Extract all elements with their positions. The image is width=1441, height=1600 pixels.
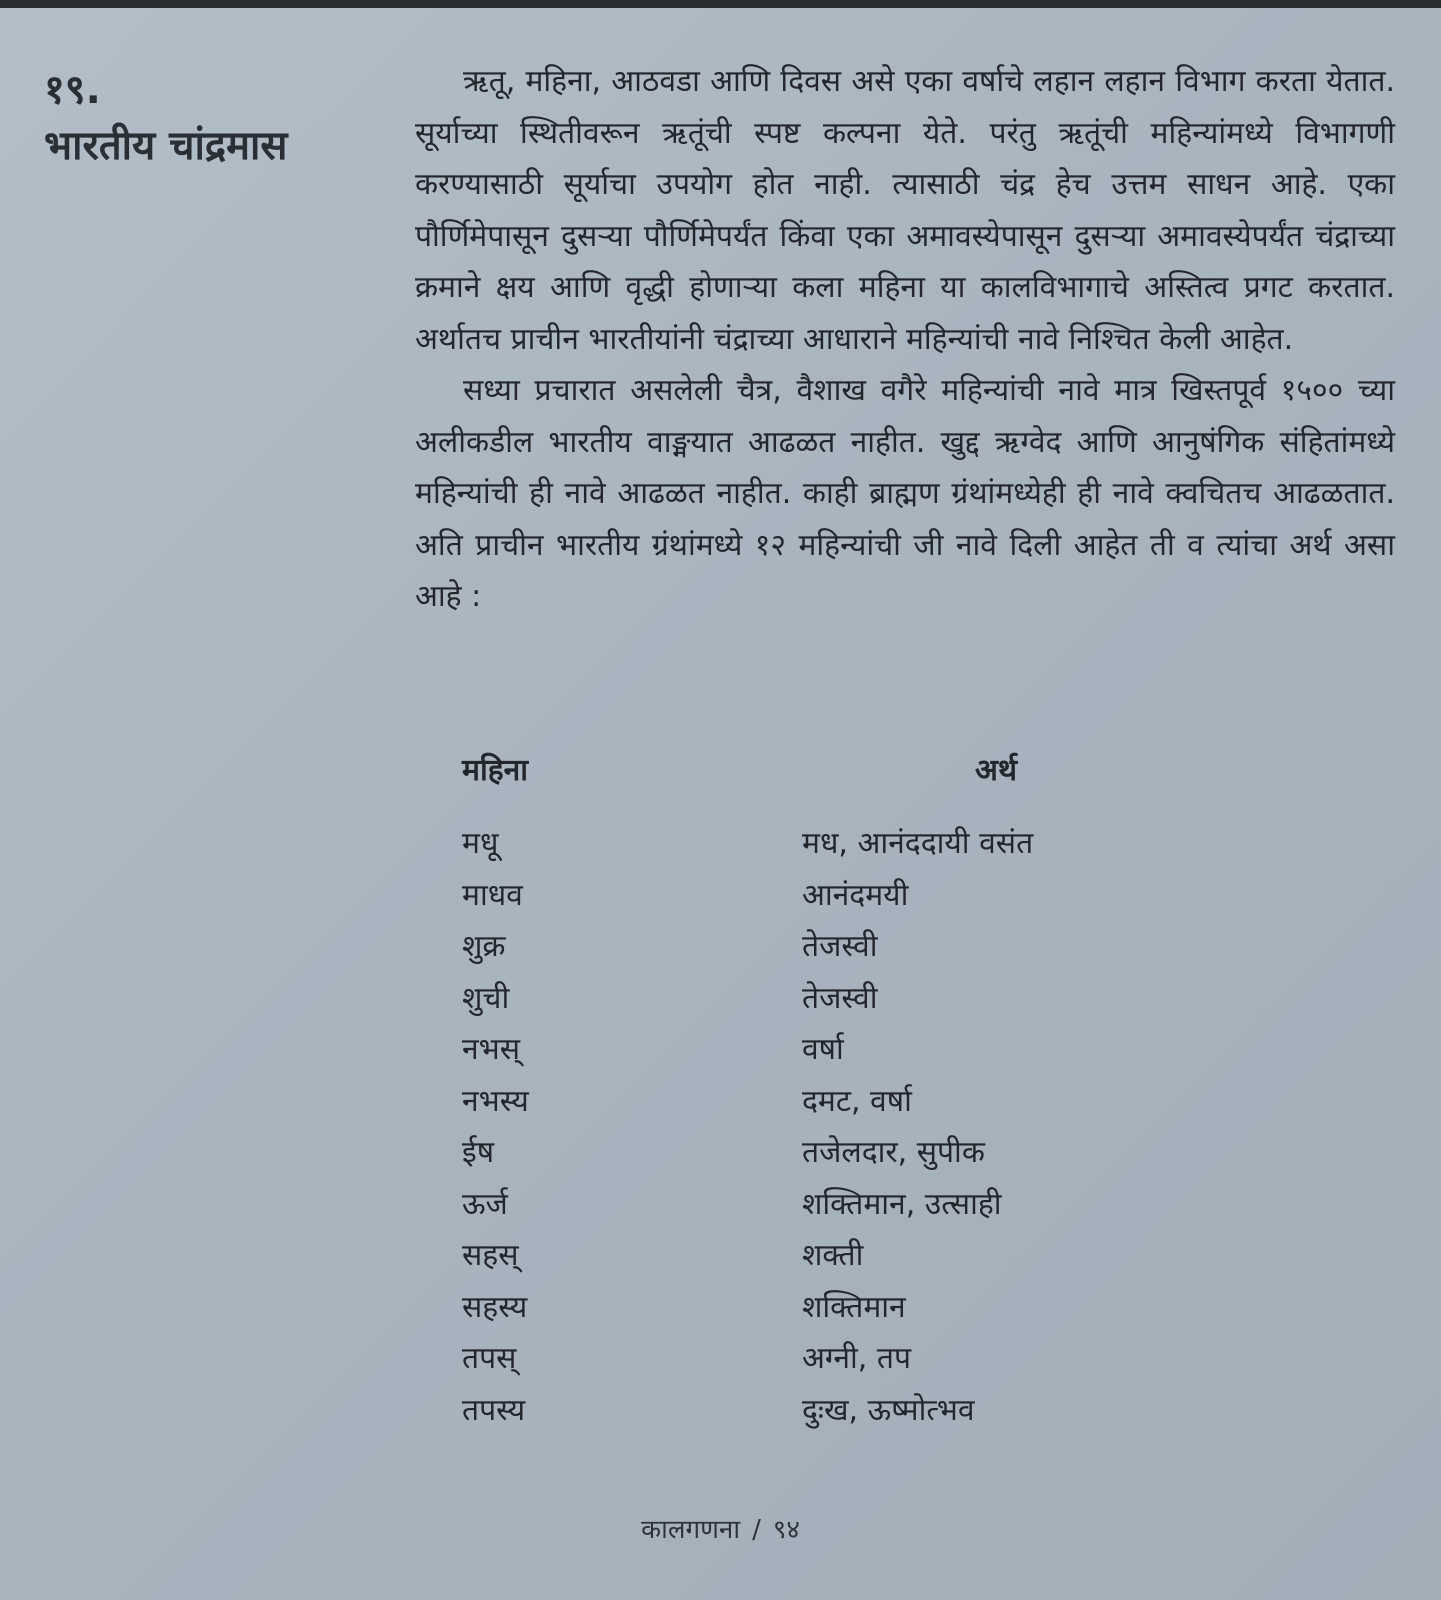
table-row [462,921,1262,973]
month-name: सहस् [462,1238,519,1273]
month-name: माधव [462,877,523,913]
table-body [462,818,1262,1436]
table-row [462,1179,1262,1231]
month-meaning: तजेलदार, सुपीक [802,1135,985,1170]
body-text [415,56,1395,623]
month-name: ईष [462,1135,495,1170]
month-name: नभस् [462,1032,521,1067]
section-number: १९. [44,67,101,113]
table-row [462,818,1262,870]
page-footer [0,1510,1441,1546]
month-meaning: आनंदमयी [802,877,909,913]
table-row [462,1076,1262,1128]
table-header [462,748,1262,818]
table-row [462,1230,1262,1282]
month-meaning: तेजस्वी [802,980,878,1016]
month-meaning: तेजस्वी [802,929,878,964]
footer-page-number: ९४ [772,1515,800,1545]
month-meaning: वर्षा [802,1032,844,1067]
header-month: महिना [462,753,529,788]
month-name: शुक्र [462,929,506,964]
table-row [462,1282,1262,1334]
month-meaning: शक्ती [802,1238,864,1273]
paragraph-1: ऋतू, महिना, आठवडा आणि दिवस असे एका वर्षाचे लहान लहान विभाग करता येतात. सूर्याच्या स्थितीवरून ऋतूंची स्पष्ट कल्पना येते. परंतु ऋतूंची महिन्यांमध्ये विभागणी करण्यासाठी सूर्याचा उपयोग होत नाही. त्यासाठी चंद्र हेच उत्तम साधन आहे. एका पौर्णिमेपासून दुसऱ्या पौर्णिमेपर्यंत किंवा एका अमावस्येपासून दुसऱ्या अमावस्येपर्यंत चंद्राच्या क्रमाने क्षय आणि वृद्धी होणाऱ्या कला महिना या कालविभागाचे अस्तित्व प्रगट करतात. अर्थातच प्राचीन भारतीयांनी चंद्राच्या आधाराने महिन्यांची नावे निश्चित केली आहेत. [415,64,1395,357]
header-meaning: अर्थ [975,753,1018,788]
month-name: तपस्य [462,1392,526,1428]
table-row [462,1127,1262,1179]
month-name: सहस्य [462,1289,528,1325]
month-name: तपस् [462,1341,517,1376]
month-meaning: मध, आनंददायी वसंत [802,826,1034,861]
section-heading [44,62,364,174]
month-name: शुची [462,980,510,1016]
month-name: नभस्य [462,1083,529,1119]
month-meaning: अग्नी, तप [802,1341,911,1376]
month-name: ऊर्ज [462,1186,508,1222]
table-row [462,1333,1262,1385]
table-row [462,1385,1262,1437]
paragraph-2: सध्या प्रचारात असलेली चैत्र, वैशाख वगैरे महिन्यांची नावे मात्र खिस्तपूर्व १५०० च्या अलीकडील भारतीय वाङ्मयात आढळत नाहीत. खुद्द ऋग्वेद आणि आनुषंगिक संहितांमध्ये महिन्यांची ही नावे आढळत नाहीत. काही ब्राह्मण ग्रंथांमध्येही ही नावे क्वचितच आढळतात. अति प्राचीन भारतीय ग्रंथांमध्ये १२ महिन्यांची जी नावे दिली आहेत ती व त्यांचा अर्थ असा आहे : [415,373,1395,614]
footer-separator: / [752,1515,761,1545]
footer-book-title: कालगणना [641,1515,741,1545]
month-meaning: दमट, वर्षा [802,1083,912,1119]
month-meaning: शक्तिमान [802,1289,906,1325]
month-meaning: दुःख, ऊष्मोत्भव [802,1392,975,1428]
month-name: मधू [462,826,499,861]
table-row [462,1024,1262,1076]
table-row [462,973,1262,1025]
section-title: भारतीय चांद्रमास [44,123,288,169]
table-row [462,870,1262,922]
month-meaning: शक्तिमान, उत्साही [802,1186,1002,1222]
months-table [462,748,1262,1436]
page-top-edge [0,0,1441,8]
